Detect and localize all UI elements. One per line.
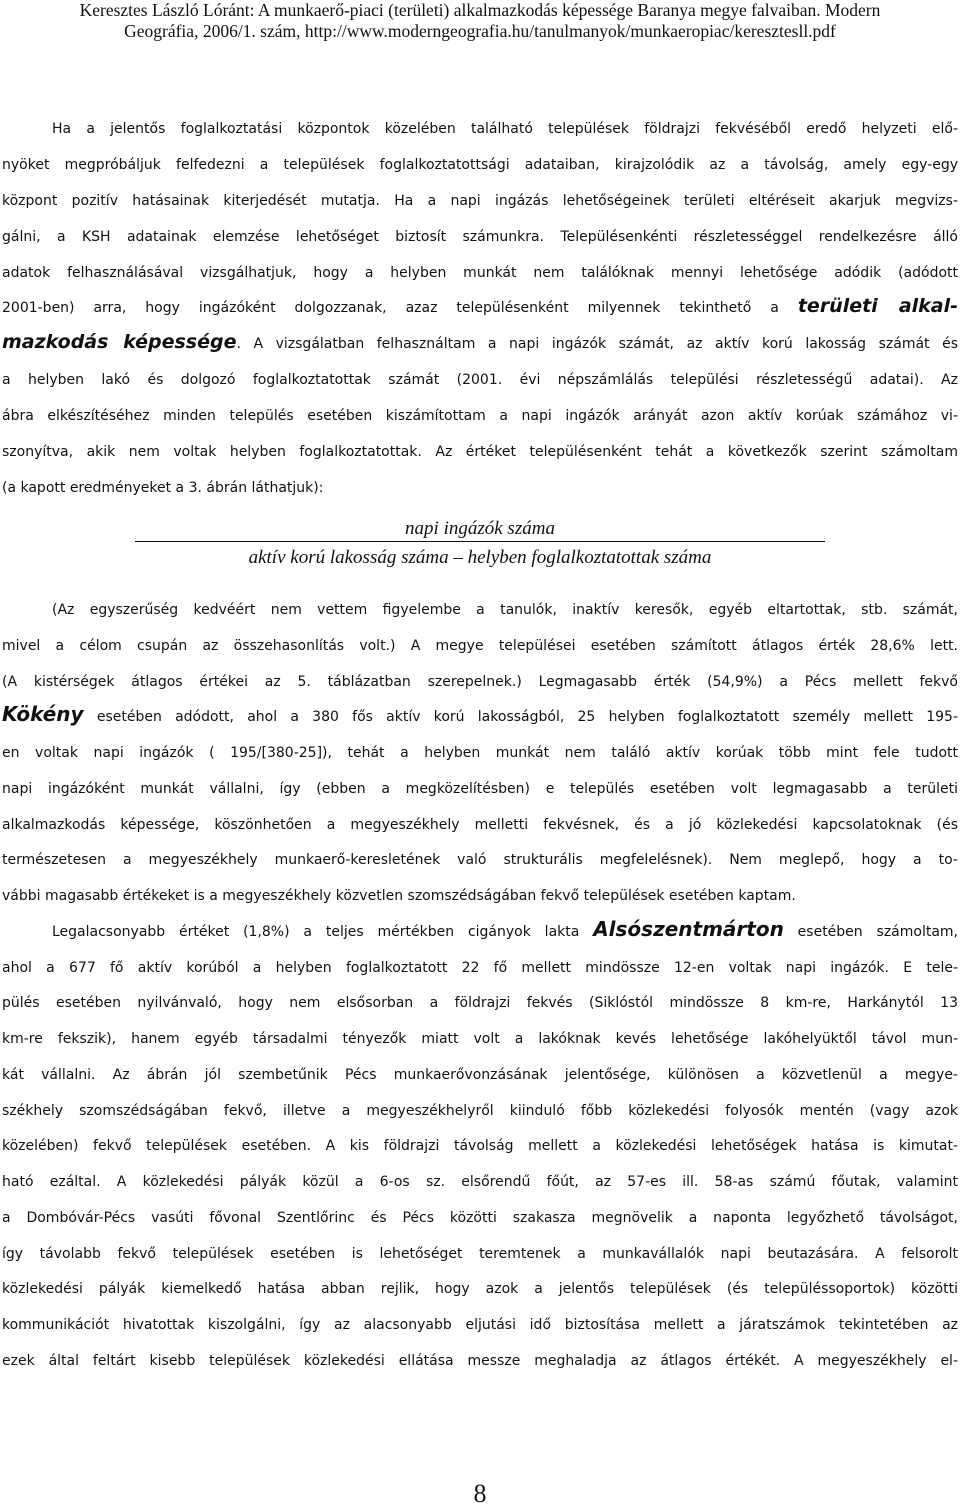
- text-line: [2, 291, 958, 327]
- formula-numerator: napi ingázók száma: [405, 518, 555, 539]
- paragraph: [2, 915, 958, 1380]
- emphasized-term: területi alkal-: [797, 295, 959, 318]
- line-text: esetében adódott, ahol a 380 fős aktív korú lakosságból, 25 helyben foglalkoztatott személy mellett 195-: [96, 709, 959, 726]
- text-line: természetesen a megyeszékhely munkaerő-keresletének való strukturális megfelelésnek). Nem meglepő, hogy a to-: [2, 852, 958, 869]
- running-header-line: Keresztes László Lóránt: A munkaerő-piaci (területi) alkalmazkodás képessége Baranya megye falvaiban. Modern: [79, 0, 881, 20]
- text-line: székhely szomszédságában fekvő, illetve a megyeszékhelyről kiinduló főbb közlekedési folyosók mentén (vagy azok: [2, 1102, 958, 1119]
- text-line: közelében) fekvő települések esetében. A kis földrajzi távolság mellett a közlekedési lehetőségek hatása is kimutat-: [2, 1138, 958, 1155]
- running-header: [0, 0, 960, 42]
- line-text: . A vizsgálatban felhasználtam a napi ingázók számát, az aktív korú lakosság számát és: [236, 336, 958, 353]
- text-line: ábra elkészítéséhez minden település esetében kiszámítottam a napi ingázók arányát azon aktív korúak számához vi-: [2, 408, 958, 425]
- text-line: szonyítva, akik nem voltak helyben foglalkoztatottak. Az értéket településenként tehát a következők szerint számoltam: [2, 444, 958, 461]
- text-line: km-re fekszik), hanem egyéb társadalmi tényezők miatt volt a lakóknak kevés lehetősége lakóhelyüktől távol mun-: [2, 1031, 958, 1047]
- text-line: [2, 700, 958, 736]
- text-line: (A kistérségek átlagos értékei az 5. táblázatban szerepelnek.) Legmagasabb érték (54,9%) a Pécs mellett fekvő: [2, 673, 958, 690]
- text-line: kommunikációt hivatottak kiszolgálni, így az alacsonyabb eljutási idő biztosítása mellett a járatszámok tekintetében az: [2, 1317, 958, 1333]
- text-line: ható ezáltal. A közlekedési pályák közül a 6-os sz. elsőrendű főút, az 57-es ill. 58-as számú főutak, valamint: [2, 1174, 958, 1190]
- line-text: esetében számoltam,: [797, 923, 958, 940]
- text-line: (a kapott eredményeket a 3. ábrán láthatjuk):: [2, 479, 324, 496]
- formula-denominator: aktív korú lakosság száma – helyben foglalkoztatottak száma: [248, 547, 712, 568]
- text-line: ezek által feltárt kisebb települések közlekedési ellátása messze meghaladja az átlagos értékét. A megyeszékhely el-: [2, 1352, 958, 1369]
- text-line: adatok felhasználásával vizsgálhatjuk, hogy a helyben munkát nem találóknak mennyi lehetősége adódik (adódott: [2, 264, 958, 281]
- text-line: alkalmazkodás képessége, köszönhetően a megyeszékhely melletti fekvésnek, és a jó közlekedési kapcsolatoknak (és: [2, 816, 958, 833]
- text-line: így távolabb fekvő települések esetében is lehetőséget teremtenek a munkavállalók napi beutazására. A felsorolt: [2, 1245, 958, 1262]
- text-line: központ pozitív hatásainak kiterjedését mutatja. Ha a napi ingázás lehetőségeinek területi eltéréseit akarjuk megvizs-: [2, 192, 958, 209]
- text-line: ahol a 677 fő aktív korúból a helyben foglalkoztatott 22 fő mellett mindössze 12-en voltak napi ingázók. E tele-: [2, 959, 958, 976]
- running-header-line: Geográfia, 2006/1. szám, http://www.moderngeografia.hu/tanulmanyok/munkaeropiac/keresztesll.pdf: [124, 21, 836, 41]
- text-line: kát vállalni. Az ábrán jól szembetűnik Pécs munkaerővonzásának jelentősége, különösen a közvetlenül a megye-: [2, 1066, 958, 1083]
- text-line: napi ingázóként munkát vállalni, így (ebben a megközelítésben) e település esetében volt legmagasabb a területi: [2, 780, 958, 797]
- text-line: a helyben lakó és dolgozó foglalkoztatottak számát (2001. évi népszámlálás települési részletességű adatai). Az: [2, 372, 958, 389]
- line-text: Legalacsonyabb értéket (1,8%) a teljes mértékben cigányok lakta: [52, 923, 580, 940]
- emphasized-place-name: Kökény: [2, 702, 84, 727]
- text-line: pülés esetében nyilvánvaló, hogy nem elsősorban a földrajzi fekvés (Siklóstól mindössze 8 km-re, Harkánytól 13: [2, 995, 958, 1012]
- text-line: [2, 327, 958, 363]
- text-line: en voltak napi ingázók ( 195/[380-25]), tehát a helyben munkát nem találó aktív korúak több mint fele tudott: [2, 745, 958, 761]
- text-line: vábbi magasabb értékeket is a megyeszékhely közvetlen szomszédságában fekvő települések esetében kaptam.: [2, 888, 796, 904]
- text-line: közlekedési pályák kiemelkedő hatása abban rejlik, hogy azok a jelentős települések (és településsoportok) közötti: [2, 1281, 958, 1298]
- line-text: 2001-ben) arra, hogy ingázóként dolgozzanak, azaz településenként milyennek tekinthető a: [2, 300, 779, 317]
- text-line: a Dombóvár-Pécs vasúti fővonal Szentlőrinc és Pécs közötti szakasza megnövelik a naponta legyőzhető távolságot,: [2, 1209, 958, 1226]
- paragraph: [2, 112, 958, 507]
- text-line: [2, 915, 958, 951]
- page-number: 8: [473, 1479, 487, 1508]
- formula: [135, 518, 825, 574]
- paragraph: [2, 593, 958, 915]
- text-line: mivel a célom csupán az összehasonlítás volt.) A megye települései esetében számított átlagos érték 28,6% lett.: [2, 637, 958, 654]
- text-line: nyöket megpróbáljuk felfedezni a települések foglalkoztatottsági adataiban, kirajzolódik az a távolság, amely egy-egy: [2, 156, 958, 173]
- text-line: gálni, a KSH adatainak elemzése lehetőséget biztosít számunkra. Településenkénti részletességgel rendelkezésre álló: [2, 228, 958, 245]
- emphasized-term: mazkodás képessége: [2, 331, 237, 354]
- text-line: Ha a jelentős foglalkoztatási központok közelében található települések földrajzi fekvéséből eredő helyzeti elő-: [52, 121, 958, 137]
- emphasized-place-name: Alsószentmárton: [593, 916, 784, 941]
- text-line: (Az egyszerűség kedvéért nem vettem figyelembe a tanulók, inaktív keresők, egyéb eltartottak, stb. számát,: [52, 602, 958, 618]
